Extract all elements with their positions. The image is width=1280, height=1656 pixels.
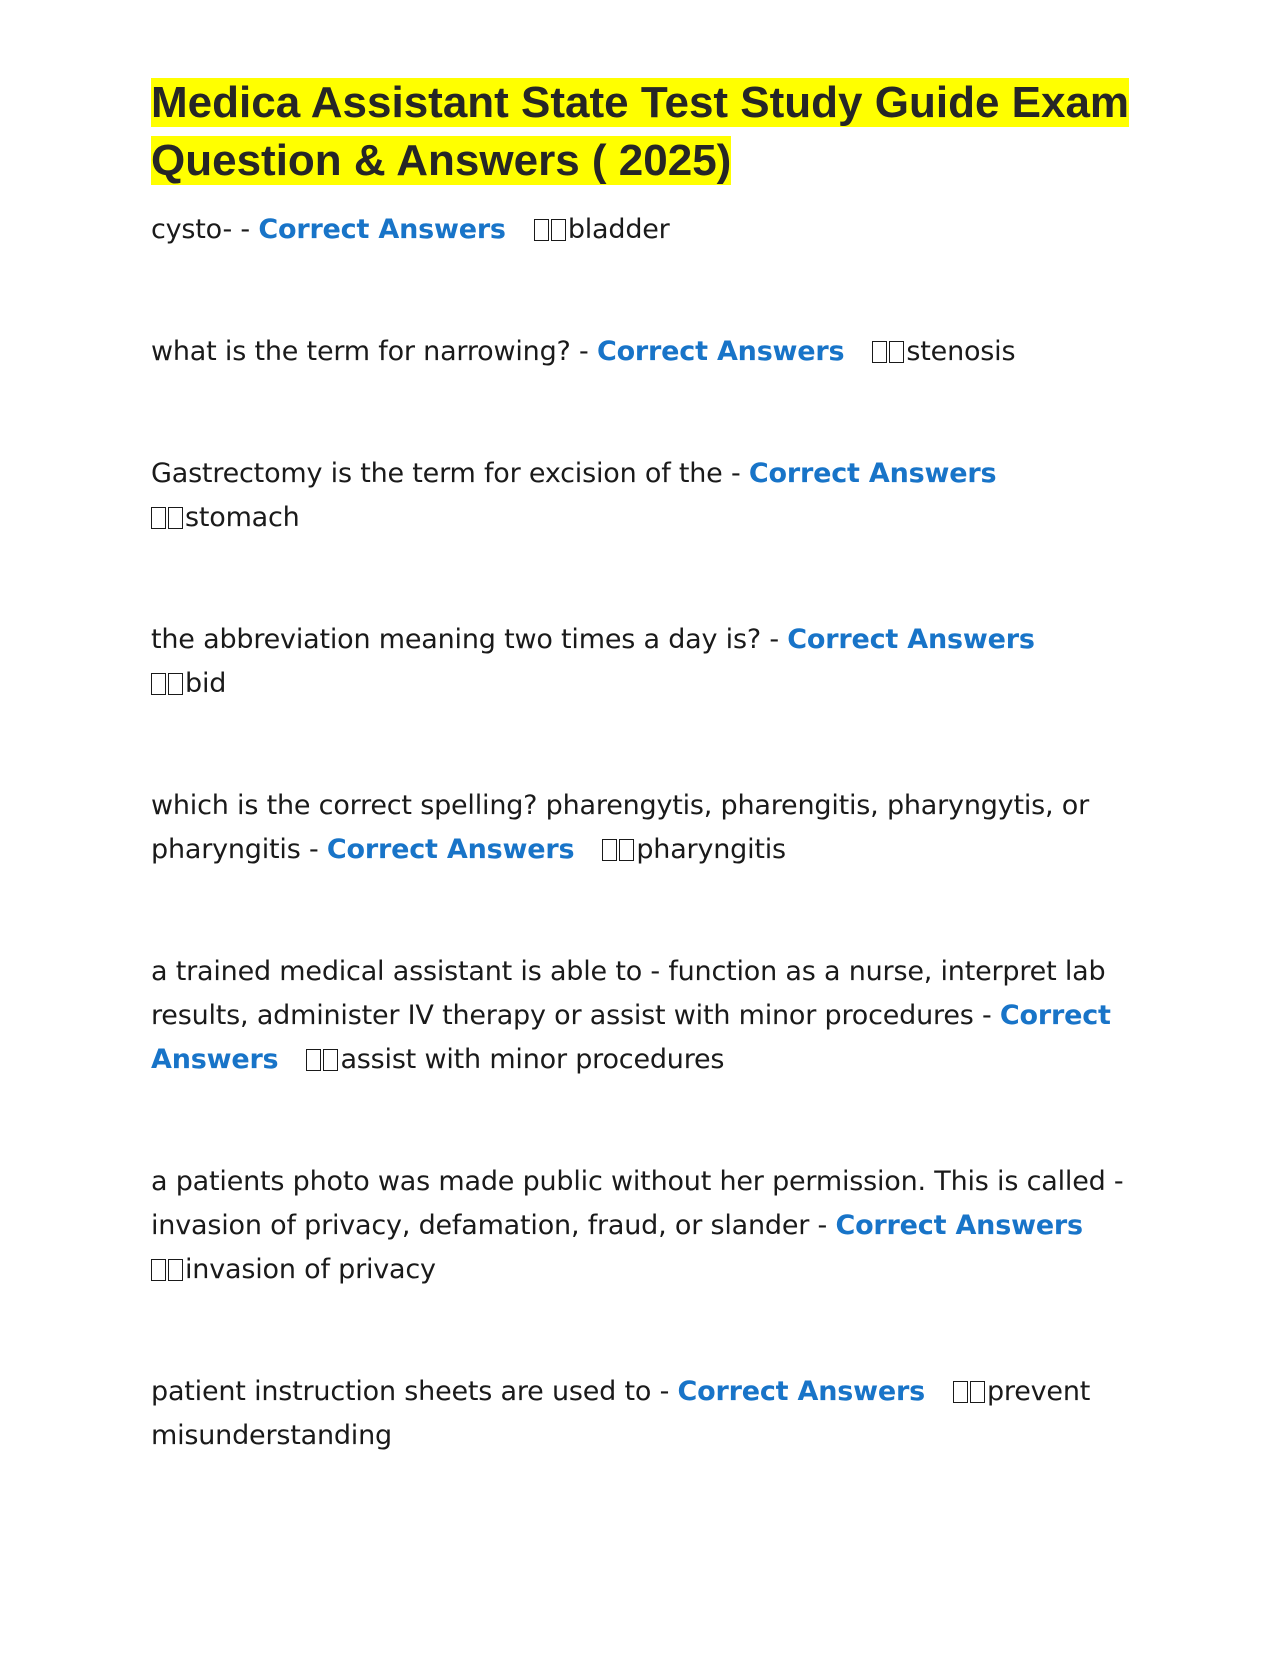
- missing-glyph-icon: [872, 341, 887, 363]
- question-text: a patients photo was made public without her permission. This is called - invasion of privacy, defamation, fraud, or slander -: [151, 1166, 1124, 1241]
- question-text: patient instruction sheets are used to -: [151, 1376, 678, 1407]
- question-text: a trained medical assistant is able to - function as a nurse, interpret lab results, administer IV therapy or assist with minor procedures -: [151, 956, 1106, 1031]
- title-text: Medica Assistant State Test Study Guide Exam Question & Answers ( 2025): [151, 78, 1130, 185]
- answer-text: assist with minor procedures: [340, 1044, 725, 1075]
- qa-item: [151, 618, 1131, 706]
- qa-item: [151, 950, 1131, 1082]
- missing-glyph-icon: [168, 507, 183, 529]
- correct-answers-label: Correct Answers: [835, 1210, 1083, 1241]
- missing-glyph-icon: [168, 673, 183, 695]
- correct-answers-label: Correct Answers: [151, 1000, 1111, 1075]
- missing-glyph-icon: [151, 673, 166, 695]
- question-text: what is the term for narrowing? -: [151, 336, 597, 367]
- qa-item: [151, 784, 1131, 872]
- missing-glyph-icon: [619, 839, 634, 861]
- answer-text: stenosis: [906, 336, 1016, 367]
- answer-text: prevent misunderstanding: [151, 1376, 1091, 1451]
- missing-glyph-icon: [323, 1049, 338, 1071]
- missing-glyph-icon: [889, 341, 904, 363]
- missing-glyph-icon: [551, 219, 566, 241]
- qa-item: [151, 330, 1131, 374]
- question-text: cysto- -: [151, 214, 259, 245]
- missing-glyph-icon: [534, 219, 549, 241]
- question-text: which is the correct spelling? pharengytis, pharengitis, pharyngytis, or pharyngitis -: [151, 790, 1089, 865]
- missing-glyph-icon: [602, 839, 617, 861]
- qa-item: [151, 208, 1131, 252]
- missing-glyph-icon: [306, 1049, 321, 1071]
- qa-item: [151, 452, 1131, 540]
- missing-glyph-icon: [970, 1381, 985, 1403]
- correct-answers-label: Correct Answers: [258, 214, 506, 245]
- correct-answers-label: Correct Answers: [787, 624, 1035, 655]
- document-page: [151, 74, 1131, 1536]
- missing-glyph-icon: [151, 507, 166, 529]
- answer-text: invasion of privacy: [185, 1254, 436, 1285]
- correct-answers-label: Correct Answers: [677, 1376, 925, 1407]
- missing-glyph-icon: [953, 1381, 968, 1403]
- correct-answers-label: Correct Answers: [326, 834, 575, 865]
- missing-glyph-icon: [151, 1259, 166, 1281]
- answer-text: bladder: [567, 214, 670, 245]
- answer-text: pharyngitis: [636, 834, 786, 865]
- qa-item: [151, 1160, 1131, 1292]
- missing-glyph-icon: [168, 1259, 183, 1281]
- answer-text: stomach: [185, 502, 300, 533]
- question-text: Gastrectomy is the term for excision of the -: [151, 458, 749, 489]
- correct-answers-label: Correct Answers: [748, 458, 997, 489]
- correct-answers-label: Correct Answers: [596, 336, 845, 367]
- qa-item: [151, 1370, 1131, 1458]
- document-title: [151, 74, 1131, 190]
- answer-text: bid: [185, 668, 227, 699]
- question-text: the abbreviation meaning two times a day is? -: [151, 624, 788, 655]
